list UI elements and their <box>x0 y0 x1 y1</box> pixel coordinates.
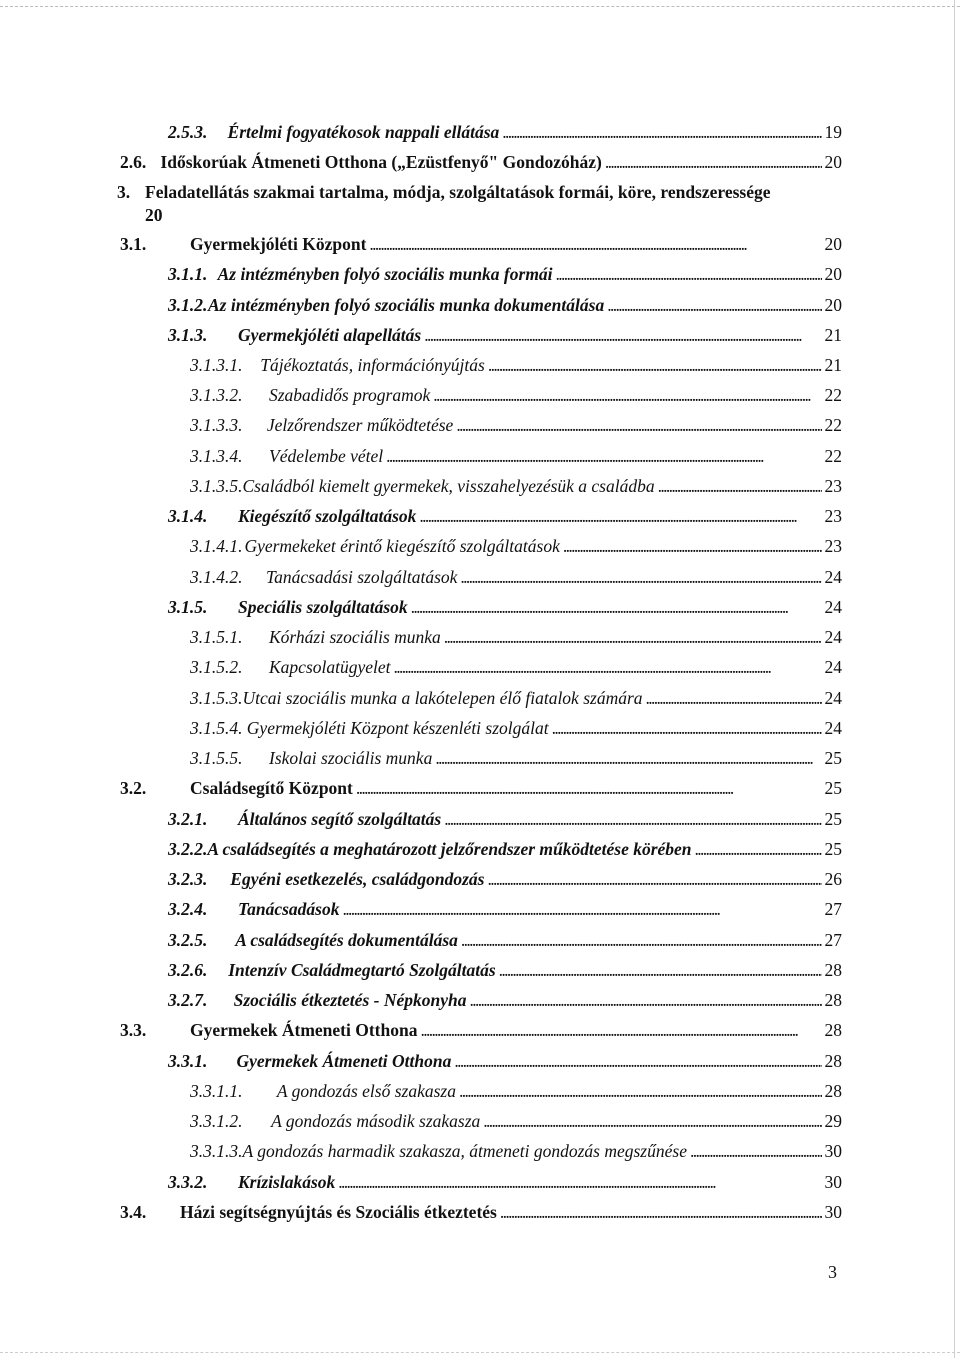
toc-entry-title: Gyermekek Átmeneti Otthona <box>236 1051 452 1071</box>
toc-entry-page: 28 <box>824 1020 842 1040</box>
toc-entry-page: 20 <box>824 152 842 172</box>
toc-entry-page: 23 <box>824 536 842 556</box>
toc-entry <box>190 533 842 559</box>
toc-entry-page: 22 <box>824 385 842 405</box>
toc-entry-number: 3.1.3.4. <box>190 446 243 466</box>
toc-entry-page: 26 <box>824 869 842 889</box>
toc-leader-dots <box>386 443 821 469</box>
toc-leader-dots <box>502 119 821 145</box>
toc-leader-dots <box>444 624 822 650</box>
toc-entry-title: Kapcsolatügyelet <box>269 657 391 677</box>
toc-leader-dots <box>342 896 821 922</box>
toc-entry-number: 3.1.5.4. <box>190 718 243 738</box>
toc-leader-dots <box>563 533 822 559</box>
toc-entry-number: 3.2.1. <box>168 809 208 829</box>
toc-entry-page: 19 <box>824 122 842 142</box>
page-number: 3 <box>828 1262 837 1282</box>
toc-entry-number: 3.2.2. <box>168 839 208 859</box>
toc-leader-dots <box>454 1048 821 1074</box>
toc-entry-title: Szabadidős programok <box>269 385 431 405</box>
toc-entry <box>168 322 842 348</box>
toc-entry <box>190 443 842 469</box>
toc-entry-title: Az intézményben folyó szociális munka dokumentálása <box>207 295 605 315</box>
toc-entry-page: 23 <box>824 506 842 526</box>
toc-leader-dots <box>460 564 821 590</box>
toc-entry <box>168 866 842 892</box>
toc-entry <box>190 745 842 771</box>
toc-entry-page: 22 <box>824 446 842 466</box>
toc-leader-dots <box>369 231 821 257</box>
toc-entry-number: 3.1. <box>120 234 147 254</box>
toc-entry-page: 20 <box>824 234 842 254</box>
toc-leader-dots <box>420 1017 821 1043</box>
toc-entry-page: 28 <box>824 990 842 1010</box>
toc-entry-number: 3.1.5.5. <box>190 748 243 768</box>
toc-entry <box>190 685 842 711</box>
toc-entry-title: Krízislakások <box>238 1172 336 1192</box>
toc-entry-title: Speciális szolgáltatások <box>238 597 408 617</box>
toc-entry-title: Gyermekeket érintő kiegészítő szolgáltatások <box>244 536 560 556</box>
toc-leader-dots <box>435 745 821 771</box>
toc-entry-number: 2.6. <box>120 152 147 172</box>
toc-entry-title: A családsegítés a meghatározott jelzőrendszer működtetése körében <box>207 839 692 859</box>
toc-entry <box>168 896 842 922</box>
toc-entry-number: 3.1.5. <box>168 597 208 617</box>
toc-entry-number: 2.5.3. <box>168 122 208 142</box>
toc-entry-title: Tanácsadási szolgáltatások <box>266 567 458 587</box>
toc-entry <box>168 927 842 953</box>
toc-entry-page: 30 <box>824 1172 842 1192</box>
toc-entry-title: Értelmi fogyatékosok nappali ellátása <box>227 122 500 142</box>
toc-entry-title: Gyermekjóléti Központ készenléti szolgálat <box>246 718 549 738</box>
toc-entry <box>168 594 842 620</box>
toc-entry <box>190 624 842 650</box>
toc-entry-number: 3.1.3.1. <box>190 355 243 375</box>
toc-entry-title: Egyéni esetkezelés, családgondozás <box>230 869 485 889</box>
toc-entry-page: 28 <box>824 1051 842 1071</box>
toc-entry <box>120 775 842 801</box>
toc-entry <box>168 119 842 145</box>
toc-entry-title: Családból kiemelt gyermekek, visszahelyezésük a családba <box>242 476 655 496</box>
toc-entry-page: 24 <box>824 657 842 677</box>
toc-entry-page: 24 <box>824 688 842 708</box>
toc-entry <box>190 1138 842 1164</box>
toc-entry-page: 28 <box>824 1081 842 1101</box>
toc-entry-title: A családsegítés dokumentálása <box>235 930 458 950</box>
toc-entry-number: 3.4. <box>120 1202 147 1222</box>
toc-entry-title: Intenzív Családmegtartó Szolgáltatás <box>228 960 496 980</box>
toc-entry-number: 3.3.1.1. <box>190 1081 243 1101</box>
toc-entry-title: Gyermekjóléti alapellátás <box>238 325 422 345</box>
toc-entry-number: 3.1.3.5. <box>190 476 243 496</box>
toc-entry-number: 3.1.3. <box>168 325 208 345</box>
toc-entry-page: 27 <box>824 899 842 919</box>
toc-entry-title: A gondozás első szakasza <box>276 1081 456 1101</box>
toc-leader-dots <box>500 1199 822 1225</box>
toc-entry <box>168 987 842 1013</box>
toc-entry-page: 25 <box>824 748 842 768</box>
toc-entry <box>190 382 842 408</box>
toc-entry-page: 21 <box>824 325 842 345</box>
toc-entry <box>190 412 842 438</box>
toc-leader-dots <box>433 382 821 408</box>
toc-leader-dots <box>605 149 822 175</box>
toc-entry-number: 3.3.2. <box>168 1172 208 1192</box>
toc-entry <box>190 1078 842 1104</box>
toc-leader-dots <box>690 1138 822 1164</box>
toc-entry <box>168 503 842 529</box>
toc-entry-number: 3.1.2. <box>168 295 208 315</box>
toc-leader-dots <box>646 685 822 711</box>
toc-wrapped-page-number: 20 <box>145 205 163 225</box>
toc-entry <box>190 715 842 741</box>
toc-entry-number: 3.1.4.2. <box>190 567 243 587</box>
toc-entry-title: Feladatellátás szakmai tartalma, módja, szolgáltatások formái, köre, rendszeressége <box>145 182 771 202</box>
toc-entry-number: 3.3.1. <box>168 1051 208 1071</box>
toc-entry <box>120 1017 842 1043</box>
toc-entry-title: A gondozás második szakasza <box>271 1111 481 1131</box>
toc-leader-dots <box>394 654 822 680</box>
toc-entry <box>168 261 842 287</box>
toc-leader-dots <box>658 473 822 499</box>
toc-leader-dots <box>556 261 822 287</box>
toc-entry-number: 3.1.5.1. <box>190 627 243 647</box>
toc-entry-number: 3.1.5.2. <box>190 657 243 677</box>
toc-entry-page: 24 <box>824 718 842 738</box>
toc-entry-title: Kórházi szociális munka <box>269 627 441 647</box>
toc-entry-title: Szociális étkeztetés - Népkonyha <box>233 990 467 1010</box>
toc-entry-title: Családsegítő Központ <box>190 778 353 798</box>
toc-entry-number: 3.3. <box>120 1020 147 1040</box>
toc-leader-dots <box>444 806 821 832</box>
toc-leader-dots <box>338 1169 821 1195</box>
toc-entry <box>190 352 842 378</box>
toc-entry-title: Tanácsadások <box>238 899 340 919</box>
toc-entry-page: 23 <box>824 476 842 496</box>
toc-leader-dots <box>411 594 822 620</box>
toc-entry-title: Tájékoztatás, információnyújtás <box>260 355 485 375</box>
toc-entry-number: 3.1.3.2. <box>190 385 243 405</box>
toc-entry-page: 29 <box>824 1111 842 1131</box>
toc-entry <box>168 957 842 983</box>
toc-entry-page: 30 <box>824 1141 842 1161</box>
toc-entry-page: 20 <box>824 295 842 315</box>
toc-entry-title: Iskolai szociális munka <box>269 748 433 768</box>
toc-entry-title: Az intézményben folyó szociális munka formái <box>217 264 553 284</box>
toc-entry-page: 24 <box>824 567 842 587</box>
toc-leader-dots <box>488 352 822 378</box>
toc-entry-page: 20 <box>824 264 842 284</box>
toc-entry-number: 3.1.5.3. <box>190 688 243 708</box>
toc-entry <box>190 1108 842 1134</box>
toc-entry-page: 28 <box>824 960 842 980</box>
toc-leader-dots <box>552 715 822 741</box>
toc-entry-number: 3.1.4. <box>168 506 208 526</box>
toc-entry-title: Kiegészítő szolgáltatások <box>238 506 417 526</box>
toc-entry-number: 3.2.3. <box>168 869 208 889</box>
toc-leader-dots <box>499 957 822 983</box>
toc-entry-title: Védelembe vétel <box>269 446 384 466</box>
toc-entry <box>117 179 842 205</box>
toc-entry-page: 21 <box>824 355 842 375</box>
toc-entry-page: 30 <box>824 1202 842 1222</box>
toc-entry-number: 3.2.7. <box>168 990 208 1010</box>
toc-entry-number: 3.3.1.3. <box>190 1141 243 1161</box>
toc-entry-page: 24 <box>824 597 842 617</box>
toc-entry <box>168 292 842 318</box>
toc-leader-dots <box>459 1078 822 1104</box>
toc-leader-dots <box>469 987 821 1013</box>
toc-entry-title: Jelzőrendszer működtetése <box>266 415 454 435</box>
toc-leader-dots <box>695 836 822 862</box>
toc-leader-dots <box>607 292 821 318</box>
toc-leader-dots <box>483 1108 821 1134</box>
toc-leader-dots <box>419 503 821 529</box>
toc-entry-number: 3.1.4.1. <box>190 536 243 556</box>
toc-entry-number: 3. <box>117 182 131 202</box>
toc-entry-number: 3.2. <box>120 778 147 798</box>
toc-leader-dots <box>456 412 821 438</box>
toc-entry-number: 3.2.6. <box>168 960 208 980</box>
toc-entry-page: 25 <box>824 809 842 829</box>
toc-entry <box>190 654 842 680</box>
toc-entry <box>120 1199 842 1225</box>
toc-entry-page: 24 <box>824 627 842 647</box>
toc-entry-number: 3.3.1.2. <box>190 1111 243 1131</box>
toc-entry <box>168 1169 842 1195</box>
toc-entry-title: Időskorúak Átmeneti Otthona („Ezüstfenyő" Gondozóház) <box>160 152 602 172</box>
toc-entry-number: 3.2.4. <box>168 899 208 919</box>
toc-entry <box>120 149 842 175</box>
toc-entry-page: 27 <box>824 930 842 950</box>
toc-entry <box>168 836 842 862</box>
toc-leader-dots <box>356 775 822 801</box>
toc-entry-title: Gyermekek Átmeneti Otthona <box>190 1020 418 1040</box>
toc-leader-dots <box>461 927 822 953</box>
toc-entry-page: 22 <box>824 415 842 435</box>
toc-entry-number: 3.1.1. <box>168 264 208 284</box>
toc-leader-dots <box>424 322 821 348</box>
toc-entry <box>120 231 842 257</box>
toc-leader-dots <box>488 866 822 892</box>
toc-entry-title: Általános segítő szolgáltatás <box>238 809 442 829</box>
toc-entry-title: Utcai szociális munka a lakótelepen élő fiatalok számára <box>242 688 643 708</box>
toc-entry-title: Gyermekjóléti Központ <box>190 234 367 254</box>
toc-entry-title: Házi segítségnyújtás és Szociális étkeztetés <box>179 1202 497 1222</box>
toc-entry-title: A gondozás harmadik szakasza, átmeneti gondozás megszűnése <box>242 1141 687 1161</box>
toc-entry-page: 25 <box>824 778 842 798</box>
toc-entry <box>168 806 842 832</box>
toc-entry-number: 3.2.5. <box>168 930 208 950</box>
toc-entry <box>168 1048 842 1074</box>
toc-entry <box>190 564 842 590</box>
toc-entry-page: 25 <box>824 839 842 859</box>
toc-entry-number: 3.1.3.3. <box>190 415 243 435</box>
toc-entry <box>190 473 842 499</box>
